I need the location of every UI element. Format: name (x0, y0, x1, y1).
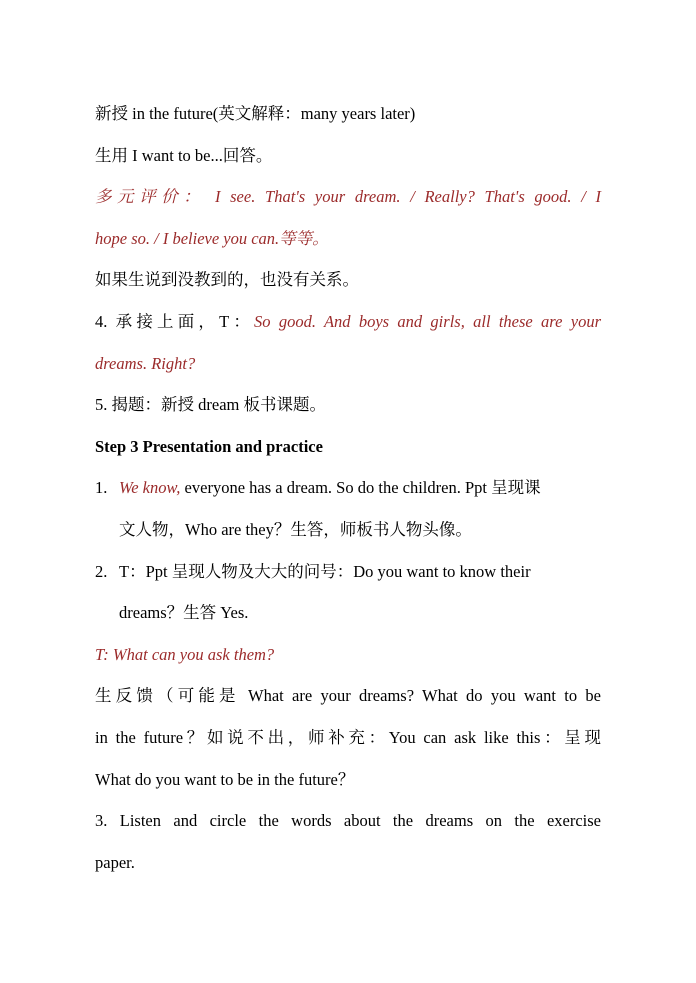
list-item-1 (95, 467, 601, 509)
paragraph-step-3-3: 3. Listen and circle the words about the dreams on the exercise (95, 811, 601, 831)
document-page (95, 93, 601, 883)
paragraph-feedback-continued: in the future？如说不出，师补充：You can ask like this：呈现 (95, 727, 601, 747)
step-4-teacher-quote: So good. And boys and girls, all these are your (254, 311, 601, 331)
list-item-1-text: everyone has a dream. So do the children. Ppt 呈现课 (180, 478, 541, 498)
list-item-2-continued: dreams？生答 Yes. (119, 603, 249, 623)
paragraph-note: 如果生说到没教到的，也没有关系。 (95, 270, 359, 290)
paragraph-evaluation: 多元评价： I see. That's your dream. / Really? That's good. / I (95, 187, 601, 207)
list-item-2-text: T：Ppt 呈现人物及大大的问号：Do you want to know their (119, 561, 531, 581)
step-4-label: 4. 承接上面，T： (95, 311, 255, 331)
paragraph-step-3-3-continued: paper. (95, 852, 135, 872)
list-item-2 (95, 551, 601, 593)
paragraph-evaluation-continued: hope so. / I believe you can.等等。 (95, 228, 329, 248)
teacher-question: T: What can you ask them? (95, 644, 275, 664)
list-item-1-continued: 文人物，Who are they？生答，师板书人物头像。 (119, 519, 472, 539)
paragraph-new-phrase: 新授 in the future(英文解释：many years later) (95, 104, 416, 123)
paragraph-step-5: 5. 揭题：新授 dream 板书课题。 (95, 395, 326, 415)
section-heading-step-3: Step 3 Presentation and practice (95, 436, 323, 456)
paragraph-student-answer: 生用 I want to be...回答。 (95, 145, 273, 165)
paragraph-step-4 (95, 301, 601, 343)
list-number: 1. (95, 478, 108, 498)
paragraph-step-4-continued: dreams. Right? (95, 353, 196, 373)
list-number: 2. (95, 561, 108, 581)
paragraph-feedback-end: What do you want to be in the future？ (95, 769, 355, 789)
paragraph-feedback: 生反馈（可能是 What are your dreams? What do you want to be (95, 686, 601, 706)
list-item-1-emphasis: We know, (119, 478, 181, 498)
